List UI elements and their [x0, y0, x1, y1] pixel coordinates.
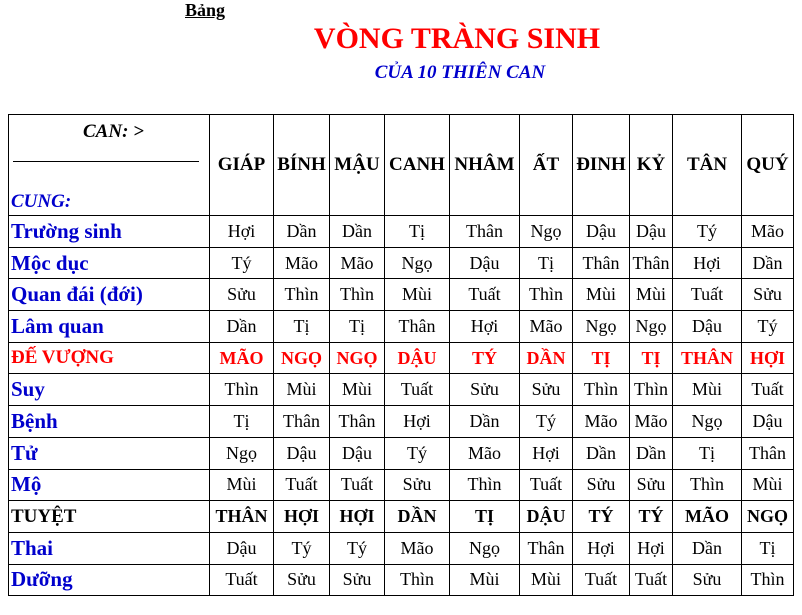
table-cell: Dần: [630, 437, 673, 469]
row-header: Lâm quan: [9, 311, 210, 343]
row-header: Bệnh: [9, 406, 210, 438]
table-cell: Mão: [330, 247, 385, 279]
table-row: [9, 311, 794, 343]
table-cell: NGỌ: [742, 501, 794, 533]
table-cell: Thân: [330, 406, 385, 438]
table-row: [9, 216, 794, 248]
table-cell: Dần: [274, 216, 330, 248]
table-cell: Thìn: [673, 469, 742, 501]
table-row: [9, 501, 794, 533]
column-header: ĐINH: [573, 115, 630, 216]
table-cell: Thìn: [630, 374, 673, 406]
table-cell: Hợi: [630, 532, 673, 564]
table-cell: Tuất: [520, 469, 573, 501]
row-header: ĐẾ VƯỢNG: [9, 342, 210, 374]
table-cell: Tuất: [573, 564, 630, 596]
row-header: Tử: [9, 437, 210, 469]
table-cell: DẬU: [385, 342, 450, 374]
table-cell: Tuất: [274, 469, 330, 501]
table-cell: Mùi: [274, 374, 330, 406]
table-cell: Tuất: [210, 564, 274, 596]
column-header: GIÁP: [210, 115, 274, 216]
table-cell: Thân: [742, 437, 794, 469]
page-title: VÒNG TRÀNG SINH: [313, 22, 601, 55]
table-cell: Dần: [450, 406, 520, 438]
table-cell: Hợi: [385, 406, 450, 438]
table-cell: Mùi: [520, 564, 573, 596]
table-cell: Sửu: [385, 469, 450, 501]
table-cell: Mùi: [330, 374, 385, 406]
table-cell: Sửu: [520, 374, 573, 406]
table-cell: Thìn: [274, 279, 330, 311]
column-header: CANH: [385, 115, 450, 216]
trang-sinh-table: [8, 114, 794, 596]
table-cell: NGỌ: [330, 342, 385, 374]
table-cell: HỢI: [330, 501, 385, 533]
table-cell: Mùi: [673, 374, 742, 406]
row-header: Mộ: [9, 469, 210, 501]
table-cell: Sửu: [450, 374, 520, 406]
table-cell: Tý: [520, 406, 573, 438]
row-header: Thai: [9, 532, 210, 564]
table-cell: Thìn: [450, 469, 520, 501]
row-header: Dưỡng: [9, 564, 210, 596]
table-cell: Tuất: [673, 279, 742, 311]
table-row: [9, 247, 794, 279]
table-cell: Dậu: [573, 216, 630, 248]
table-cell: Ngọ: [385, 247, 450, 279]
table-row: [9, 406, 794, 438]
table-cell: Mùi: [630, 279, 673, 311]
row-header: Quan đái (đới): [9, 279, 210, 311]
table-cell: HỢI: [742, 342, 794, 374]
table-cell: Thìn: [330, 279, 385, 311]
table-cell: HỢI: [274, 501, 330, 533]
table-row: [9, 532, 794, 564]
table-cell: TÝ: [573, 501, 630, 533]
table-cell: TỊ: [573, 342, 630, 374]
table-cell: MÃO: [673, 501, 742, 533]
table-cell: Thân: [450, 216, 520, 248]
table-cell: Tuất: [630, 564, 673, 596]
table-cell: Dậu: [274, 437, 330, 469]
table-cell: Dần: [673, 532, 742, 564]
column-header: BÍNH: [274, 115, 330, 216]
table-cell: Tị: [520, 247, 573, 279]
table-cell: Tị: [210, 406, 274, 438]
table-cell: Sửu: [673, 564, 742, 596]
table-cell: Mùi: [450, 564, 520, 596]
table-cell: Mùi: [573, 279, 630, 311]
table-cell: Tý: [673, 216, 742, 248]
table-label: Bảng: [185, 0, 226, 20]
can-label: CAN: >: [83, 121, 144, 142]
table-cell: Sửu: [330, 564, 385, 596]
table-row: [9, 279, 794, 311]
corner-divider: [13, 161, 199, 162]
table-cell: Dần: [573, 437, 630, 469]
table-cell: Tuất: [385, 374, 450, 406]
table-cell: Tuất: [450, 279, 520, 311]
table-row: [9, 469, 794, 501]
table-cell: Mùi: [210, 469, 274, 501]
table-cell: Mão: [630, 406, 673, 438]
table-cell: DẬU: [520, 501, 573, 533]
table-cell: Tị: [385, 216, 450, 248]
column-header: ẤT: [520, 115, 573, 216]
table-row: [9, 342, 794, 374]
table-cell: Tuất: [742, 374, 794, 406]
table-cell: Tị: [673, 437, 742, 469]
table-cell: Mùi: [385, 279, 450, 311]
table-cell: Dần: [742, 247, 794, 279]
table-cell: Tị: [330, 311, 385, 343]
table-cell: Mão: [573, 406, 630, 438]
corner-cell: [9, 115, 210, 216]
table-cell: Dần: [210, 311, 274, 343]
table-cell: THÂN: [210, 501, 274, 533]
row-header: TUYỆT: [9, 501, 210, 533]
table-cell: Sửu: [742, 279, 794, 311]
table-cell: Sửu: [630, 469, 673, 501]
table-cell: Thân: [573, 247, 630, 279]
table-cell: Ngọ: [573, 311, 630, 343]
table-cell: Ngọ: [450, 532, 520, 564]
table-cell: Tị: [274, 311, 330, 343]
table-cell: Tuất: [330, 469, 385, 501]
column-header: TÂN: [673, 115, 742, 216]
table-row: [9, 564, 794, 596]
table-cell: Dậu: [450, 247, 520, 279]
table-row: [9, 437, 794, 469]
table-cell: DẦN: [520, 342, 573, 374]
table-cell: Sửu: [274, 564, 330, 596]
table-cell: Hợi: [450, 311, 520, 343]
column-header: QUÝ: [742, 115, 794, 216]
table-cell: TỊ: [630, 342, 673, 374]
table-cell: Mão: [742, 216, 794, 248]
row-header: Trường sinh: [9, 216, 210, 248]
table-cell: THÂN: [673, 342, 742, 374]
table-cell: Thìn: [742, 564, 794, 596]
table-cell: Dậu: [330, 437, 385, 469]
table-cell: MÃO: [210, 342, 274, 374]
table-cell: Hợi: [573, 532, 630, 564]
table-row: [9, 374, 794, 406]
table-cell: Dậu: [630, 216, 673, 248]
table-cell: DẦN: [385, 501, 450, 533]
table-cell: Mùi: [742, 469, 794, 501]
table-cell: Hợi: [210, 216, 274, 248]
table-cell: Ngọ: [520, 216, 573, 248]
table-cell: Tý: [210, 247, 274, 279]
table-cell: Sửu: [573, 469, 630, 501]
table-cell: Thìn: [210, 374, 274, 406]
column-header: KỶ: [630, 115, 673, 216]
table-cell: Tị: [742, 532, 794, 564]
header-row: [9, 115, 794, 216]
column-header: NHÂM: [450, 115, 520, 216]
table-cell: Dậu: [673, 311, 742, 343]
table-cell: Thân: [385, 311, 450, 343]
column-header: MẬU: [330, 115, 385, 216]
table-cell: Tý: [274, 532, 330, 564]
table-cell: Ngọ: [673, 406, 742, 438]
table-cell: Mão: [274, 247, 330, 279]
table-cell: TÝ: [450, 342, 520, 374]
table-cell: Dậu: [210, 532, 274, 564]
table-cell: Thân: [630, 247, 673, 279]
table-cell: NGỌ: [274, 342, 330, 374]
table-cell: Dậu: [742, 406, 794, 438]
table-cell: Ngọ: [630, 311, 673, 343]
row-header: Suy: [9, 374, 210, 406]
table-cell: Thìn: [573, 374, 630, 406]
cung-label: CUNG:: [11, 191, 72, 212]
table-cell: Hợi: [520, 437, 573, 469]
table-cell: Sửu: [210, 279, 274, 311]
table-cell: Ngọ: [210, 437, 274, 469]
table-cell: Thân: [520, 532, 573, 564]
table-cell: Mão: [450, 437, 520, 469]
table-cell: Tý: [742, 311, 794, 343]
table-cell: Hợi: [673, 247, 742, 279]
page-subtitle: CỦA 10 THIÊN CAN: [374, 62, 546, 83]
row-header: Mộc dục: [9, 247, 210, 279]
table-cell: Tý: [330, 532, 385, 564]
table-cell: Mão: [520, 311, 573, 343]
table-cell: TỊ: [450, 501, 520, 533]
table-cell: TÝ: [630, 501, 673, 533]
table-cell: Thân: [274, 406, 330, 438]
table-cell: Thìn: [385, 564, 450, 596]
table-cell: Dần: [330, 216, 385, 248]
table-cell: Mão: [385, 532, 450, 564]
table-cell: Thìn: [520, 279, 573, 311]
table-cell: Tý: [385, 437, 450, 469]
